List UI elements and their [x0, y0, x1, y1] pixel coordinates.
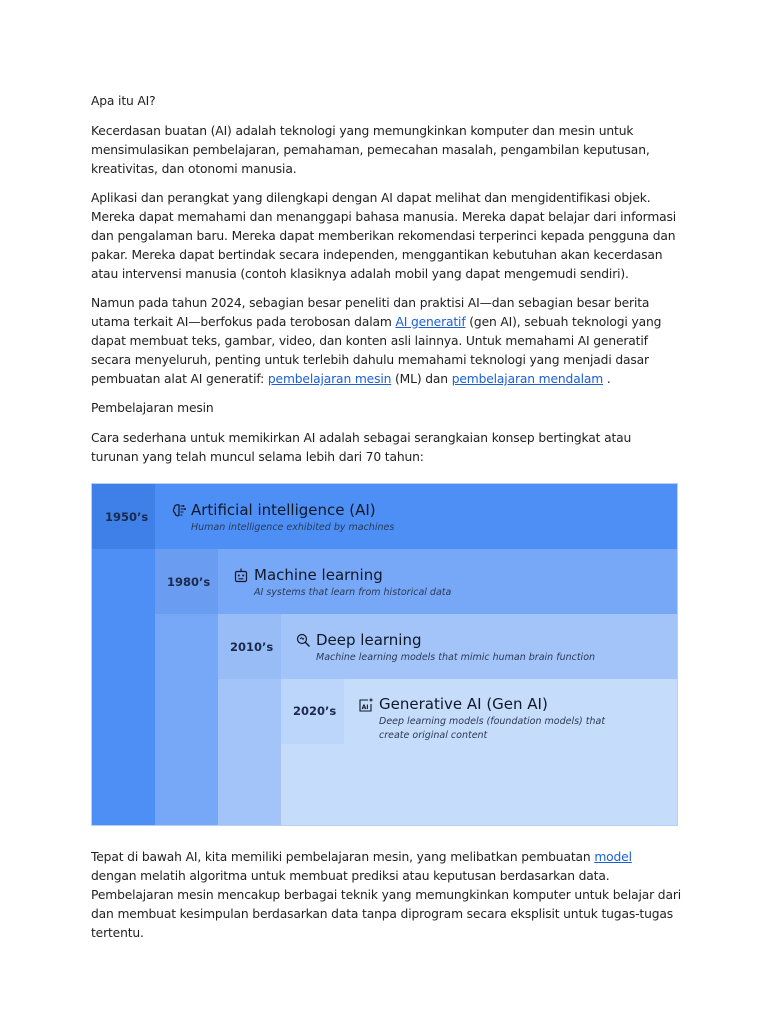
- subtitle-machine-learning: AI systems that learn from historical data: [254, 587, 452, 598]
- title-generative-ai: Generative AI (Gen AI): [379, 695, 548, 713]
- document-page: [91, 92, 681, 953]
- column-ml: [155, 614, 218, 825]
- text-run: (ML) dan: [391, 372, 452, 386]
- text-run: .: [603, 372, 611, 386]
- paragraph-generative-ai: [91, 294, 681, 389]
- ai-sparkle-icon: [358, 697, 374, 713]
- subtitle-generative-ai: Deep learning models (foundation models) that create original content: [379, 716, 606, 741]
- heading-pembelajaran-mesin: Pembelajaran mesin: [91, 401, 214, 415]
- robot-icon: [234, 568, 248, 583]
- era-label-1950s: 1950’s: [105, 510, 149, 524]
- era-label-1980s: 1980’s: [167, 575, 211, 589]
- link-pembelajaran-mesin[interactable]: pembelajaran mesin: [267, 372, 392, 386]
- magnifier-icon: [296, 633, 311, 648]
- column-ai: [92, 549, 155, 825]
- link-model[interactable]: model: [594, 850, 632, 864]
- ai-nested-concepts-diagram: [91, 483, 678, 826]
- era-label-2020s: 2020’s: [293, 704, 337, 718]
- subtitle-deep-learning: Machine learning models that mimic human brain function: [316, 652, 596, 663]
- text-run: (gen AI), sebuah teknologi yang dapat membuat teks, gambar, video, dan konten asli lainnya. Untuk memahami AI generatif secara menyeluruh, penting untuk terlebih dahulu memahami teknologi yang menjadi dasar pembuatan alat AI generatif:: [91, 315, 662, 386]
- column-dl: [218, 679, 281, 825]
- paragraph-capabilities: Aplikasi dan perangkat yang dilengkapi dengan AI dapat melihat dan mengidentifikasi objek. Mereka dapat memahami dan menanggapi bahasa manusia. Mereka dapat belajar dari informasi dan pengalaman baru. Mereka dapat memberikan rekomendasi terperinci kepada pengguna dan pakar. Mereka dapat bertindak secara independen, menggantikan kebutuhan akan kecerdasan atau intervensi manusia (contoh klasiknya adalah mobil yang dapat mengemudi sendiri).: [91, 191, 677, 281]
- svg-text:AI: AI: [361, 704, 369, 711]
- band-dl: [218, 614, 677, 679]
- title-artificial-intelligence: Artificial intelligence (AI): [191, 501, 376, 519]
- text-run: Namun pada tahun 2024, sebagian besar peneliti dan praktisi AI—dan sebagian besar berita utama terkait AI—berfokus pada terobosan dalam: [91, 296, 650, 329]
- heading-apa-itu-ai: Apa itu AI?: [91, 94, 156, 108]
- link-ai-generatif[interactable]: AI generatif: [395, 315, 466, 329]
- title-machine-learning: Machine learning: [254, 566, 383, 584]
- text-run: Tepat di bawah AI, kita memiliki pembelajaran mesin, yang melibatkan pembuatan: [91, 850, 595, 864]
- paragraph-machine-learning: [91, 848, 681, 943]
- link-pembelajaran-mendalam[interactable]: pembelajaran mendalam: [451, 372, 604, 386]
- title-deep-learning: Deep learning: [316, 631, 422, 649]
- text-run: dengan melatih algoritma untuk membuat prediksi atau keputusan berdasarkan data. Pembelajaran mesin mencakup berbagai teknik yang memungkinkan komputer untuk belajar dari dan membuat kesimpulan berdasarkan data tanpa diprogram secara eksplisit untuk tugas-tugas tertentu.: [91, 869, 682, 940]
- era-label-2010s: 2010’s: [230, 640, 274, 654]
- paragraph-definition: Kecerdasan buatan (AI) adalah teknologi yang memungkinkan komputer dan mesin untuk mensimulasikan pembelajaran, pemahaman, pemecahan masalah, pengambilan keputusan, kreativitas, dan otonomi manusia.: [91, 124, 650, 176]
- subtitle-artificial-intelligence: Human intelligence exhibited by machines: [191, 522, 395, 533]
- paragraph-nested-concepts: Cara sederhana untuk memikirkan AI adalah sebagai serangkaian konsep bertingkat atau turunan yang telah muncul selama lebih dari 70 tahun:: [91, 431, 632, 464]
- brain-icon: [172, 503, 187, 518]
